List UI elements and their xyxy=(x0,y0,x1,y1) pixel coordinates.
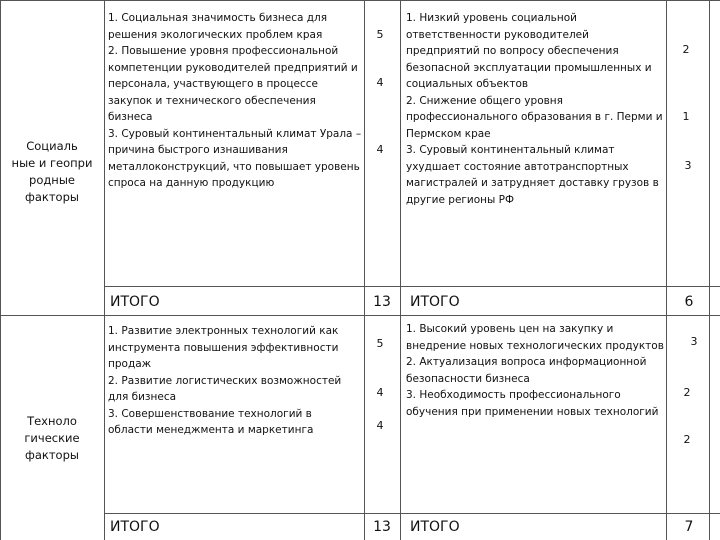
strengths-list xyxy=(108,323,348,439)
total-label: ИТОГО xyxy=(410,294,460,310)
total-value: 6 xyxy=(684,294,694,310)
list-item: 2. Снижение общего уровня профессионального образования в г. Перми и Пермском крае xyxy=(406,94,663,140)
grid-line xyxy=(666,0,667,540)
list-item: 1. Низкий уровень социальной ответственности руководителей предприятий по вопросу обеспечения безопасной эксплуатации промышленных и социальных объектов xyxy=(406,12,652,90)
list-item: 1. Социальная значимость бизнеса для решения экологических проблем края xyxy=(108,12,328,41)
score: 4 xyxy=(376,419,384,432)
factor-label-tech: Техноло гические факторы xyxy=(24,414,80,462)
total-value: 13 xyxy=(373,294,391,310)
list-item: 3. Суровый континентальный климат ухудшает состояние автотранспортных магистралей и затрудняет доставку грузов в другие регионы РФ xyxy=(406,144,659,206)
list-item: 1. Высокий уровень цен на закупку и внедрение новых технологических продуктов xyxy=(406,323,664,352)
weaknesses-list xyxy=(406,321,664,420)
grid-line xyxy=(0,0,720,1)
score: 2 xyxy=(682,43,690,56)
score: 3 xyxy=(684,159,692,172)
total-label: ИТОГО xyxy=(110,294,160,310)
score: 4 xyxy=(376,143,384,156)
grid-line xyxy=(104,286,720,287)
strengths-list xyxy=(108,10,362,192)
score: 4 xyxy=(376,386,384,399)
total-label: ИТОГО xyxy=(410,519,460,535)
grid-line xyxy=(104,0,105,540)
score: 5 xyxy=(376,337,384,350)
list-item: 3. Необходимость профессионального обучения при применении новых технологий xyxy=(406,389,659,418)
score: 1 xyxy=(682,110,690,123)
grid-line xyxy=(104,513,720,514)
total-value: 13 xyxy=(373,519,391,535)
list-item: 2. Развитие логистических возможностей для бизнеса xyxy=(108,374,342,403)
grid-line xyxy=(709,0,710,540)
score: 2 xyxy=(683,386,691,399)
score: 2 xyxy=(683,433,691,446)
list-item: 3. Совершенствование технологий в области менеджмента и маркетинга xyxy=(108,407,314,436)
score: 5 xyxy=(376,28,384,41)
score: 4 xyxy=(376,76,384,89)
grid-line xyxy=(400,0,401,540)
grid-line xyxy=(0,315,720,316)
list-item: 3. Суровый континентальный климат Урала – причина быстрого изнашивания металлоконструкций, что повышает уровень спроса на данную продукцию xyxy=(108,127,362,189)
list-item: 2. Актуализация вопроса информационной безопасности бизнеса xyxy=(406,356,647,385)
weaknesses-list xyxy=(406,10,664,208)
list-item: 2. Повышение уровня профессиональной компетенции руководителей предприятий и персонала, участвующего в процессе закупок и технического обеспечения бизнеса xyxy=(108,45,358,123)
factor-label-social: Социаль ные и геопри родные факторы xyxy=(11,139,93,204)
grid-line xyxy=(0,0,1,540)
total-label: ИТОГО xyxy=(110,519,160,535)
total-value: 7 xyxy=(684,519,694,535)
score: 3 xyxy=(690,335,698,348)
list-item: 1. Развитие электронных технологий как инструмента повышения эффективности продаж xyxy=(108,325,339,370)
grid-line xyxy=(364,0,365,540)
